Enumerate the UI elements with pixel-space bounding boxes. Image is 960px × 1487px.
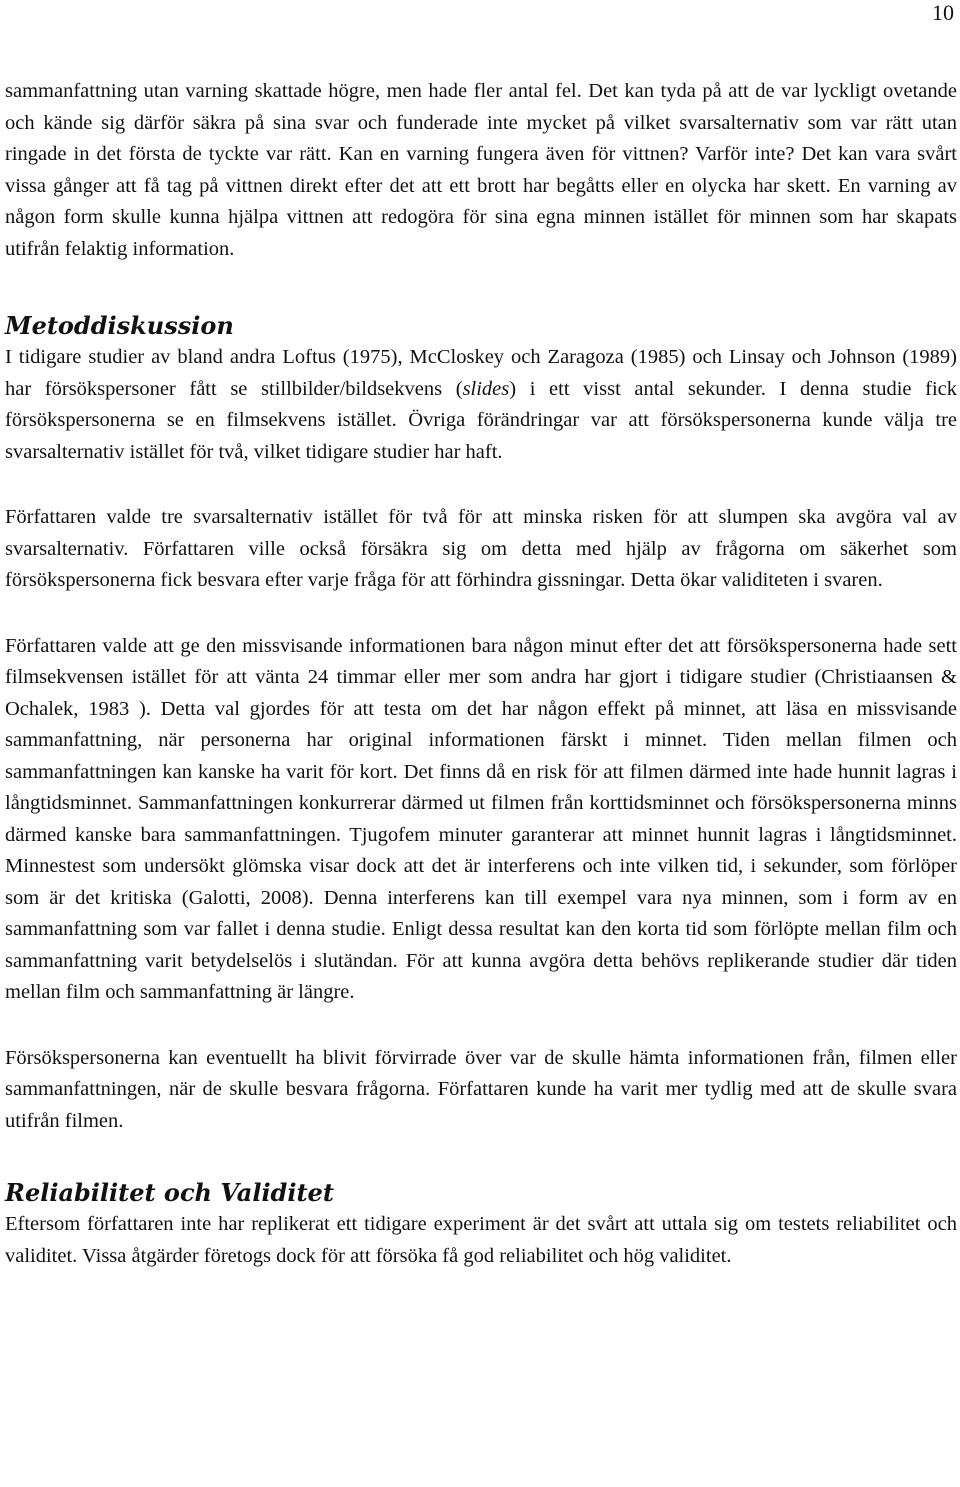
document-body bbox=[5, 76, 957, 1272]
metoddiskussion-paragraph-2: Författaren valde tre svarsalternativ istället för två för att minska risken för att slumpen ska avgöra val av svarsalternativ. Författaren ville också försäkra sig om detta med hjälp av frågorna om säkerhet som försökspersonerna fick besvara efter varje fråga för att förhindra gissningar. Detta ökar validiteten i svaren. bbox=[5, 506, 957, 591]
paragraph-text: I tidigare studier av bland andra Loftus (1975), McCloskey och Zaragoza (1985) och Linsay och Johnson (1989) har försökspersoner fått se stillbilder/bildsekvens ( bbox=[5, 346, 957, 400]
italic-term: slides bbox=[462, 377, 510, 400]
metoddiskussion-paragraph-3: Författaren valde att ge den missvisande informationen bara någon minut efter det att försökspersonerna hade sett filmsekvensen istället för att vänta 24 timmar eller mer som andra har gjort i tidigare studier (Christiaansen & Ochalek, 1983 ). Detta val gjordes för att testa om det har någon effekt på minnet, att läsa en missvisande sammanfattning, när personerna har original informationen färskt i minnet. Tiden mellan filmen och sammanfattningen kan kanske ha varit för kort. Det finns då en risk för att filmen därmed inte hade hunnit lagras i långtidsminnet. Sammanfattningen konkurrerar därmed ut filmen från korttidsminnet och försökspersonerna minns därmed kanske bara sammanfattningen. Tjugofem minuter garanterar att minnet hunnit lagras i långtidsminnet. Minnestest som undersökt glömska visar dock att det är interferens och inte vilken tid, i sekunder, som förlöper som är det kritiska (Galotti, 2008). Denna interferens kan till exempel vara nya minnen, som i form av en sammanfattning som var fallet i denna studie. Enligt dessa resultat kan den korta tid som förlöpte mellan film och sammanfattning varit betydelselös i slutändan. För att kunna avgöra detta behövs replikerande studier där tiden mellan film och sammanfattning är längre. bbox=[5, 634, 957, 1003]
section-heading-reliabilitet: Reliabilitet och Validitet bbox=[5, 1178, 334, 1207]
intro-paragraph: sammanfattning utan varning skattade högre, men hade fler antal fel. Det kan tyda på att de var lyckligt ovetande och kände sig därför säkra på sina svar och funderade inte mycket på vilket svarsalternativ som var rätt utan ringade in det första de tyckte var rätt. Kan en varning fungera även för vittnen? Varför inte? Det kan vara svårt vissa gånger att få tag på vittnen direkt efter det att ett brott har begåtts eller en olycka har skett. En varning av någon form skulle kunna hjälpa vittnen att redogöra för sina egna minnen istället för minnen som har skapats utifrån felaktig information. bbox=[5, 80, 957, 260]
metoddiskussion-paragraph-4: Försökspersonerna kan eventuellt ha blivit förvirrade över var de skulle hämta informationen från, filmen eller sammanfattningen, när de skulle besvara frågorna. Författaren kunde ha varit mer tydlig med att de skulle svara utifrån filmen. bbox=[5, 1046, 957, 1132]
section-heading-metoddiskussion: Metoddiskussion bbox=[5, 311, 234, 340]
page-number: 10 bbox=[932, 0, 954, 25]
reliabilitet-paragraph-1: Eftersom författaren inte har replikerat ett tidigare experiment är det svårt att uttala sig om testets reliabilitet och validitet. Vissa åtgärder företogs dock för att försöka få god reliabilitet och hög validitet. bbox=[5, 1213, 957, 1267]
metoddiskussion-paragraph-1 bbox=[5, 342, 957, 468]
paragraph-text: ) i ett visst antal sekunder. I denna studie fick försökspersonerna se en filmsekvens istället. Övriga förändringar var att försökspersonerna kunde välja tre svarsalternativ istället för två, vilket tidigare studier har haft. bbox=[5, 377, 957, 463]
